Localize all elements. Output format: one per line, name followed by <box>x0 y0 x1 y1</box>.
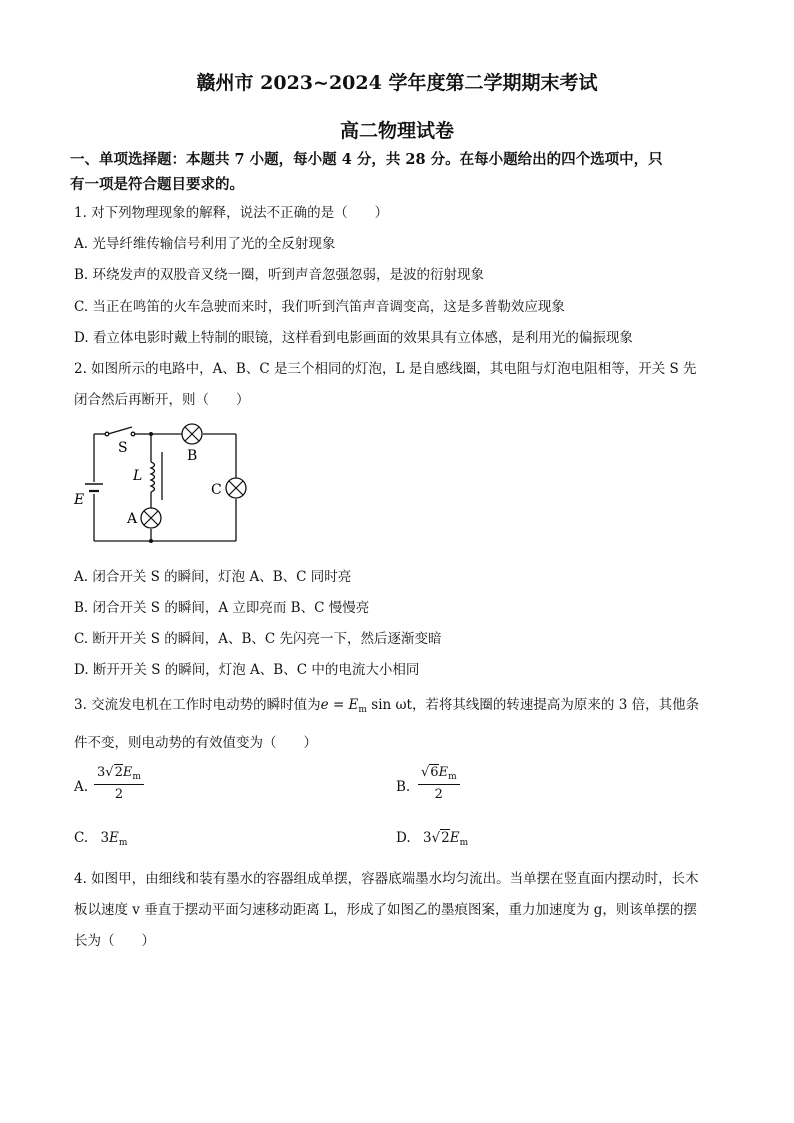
q2-stem-line1: 2. 如图所示的电路中，A、B、C 是三个相同的灯泡，L 是自感线圈，其电阻与灯泡电阻相等，开关 S 先 <box>74 361 697 377</box>
q3-option-b-fraction <box>418 765 460 802</box>
q2-option-b: B. 闭合开关 S 的瞬间，A 立即亮而 B、C 慢慢亮 <box>74 600 370 616</box>
q3-stem-pre: 3. 交流发电机在工作时电动势的瞬时值为 <box>74 697 321 713</box>
q3-formula-sub: m <box>358 705 367 715</box>
q2-option-a: A. 闭合开关 S 的瞬间，灯泡 A、B、C 同时亮 <box>74 569 352 585</box>
q2-stem-line2: 闭合然后再断开，则（ ） <box>74 392 250 408</box>
section-heading-line1: 一、单项选择题：本题共 7 小题，每小题 4 分，共 28 分。在每小题给出的四个选项中，只 <box>70 151 663 168</box>
q3-stem-post: ，若将其线圈的转速提高为原来的 3 倍，其他条 <box>411 697 700 713</box>
sqrt-icon: √ <box>431 830 441 846</box>
q2-option-c: C. 断开开关 S 的瞬间，A、B、C 先闪亮一下，然后逐渐变暗 <box>74 631 442 647</box>
q3-d-coef: 3 <box>422 830 432 846</box>
q3-b-e: E <box>438 765 449 780</box>
q1-option-b: B. 环绕发声的双股音叉绕一圈，听到声音忽强忽弱，是波的衍射现象 <box>74 267 485 283</box>
q3-c-e: E <box>109 830 119 846</box>
label-e: E <box>74 492 85 508</box>
q1-option-c: C. 当正在鸣笛的火车急驶而来时，我们听到汽笛声音调变高，这是多普勒效应现象 <box>74 299 565 315</box>
q3-b-root: 6 <box>430 765 439 780</box>
q4-stem-line3: 长为（ ） <box>74 933 155 949</box>
label-b: B <box>187 448 198 464</box>
circuit-diagram <box>70 420 260 550</box>
q1-option-a: A. 光导纤维传输信号利用了光的全反射现象 <box>74 236 336 252</box>
q3-c-sub: m <box>118 838 128 848</box>
q4-stem-line2: 板以速度 v 垂直于摆动平面匀速移动距离 L，形成了如图乙的墨痕图案，重力加速度为 g，则该单摆的摆 <box>74 902 697 918</box>
label-a: A <box>127 511 138 527</box>
exam-title: 赣州市 2023~2024 学年度第二学期期末考试 <box>196 72 598 94</box>
q3-stem-line2: 件不变，则电动势的有效值变为（ ） <box>74 735 317 751</box>
q3-a-root: 2 <box>114 765 123 780</box>
exam-subtitle: 高二物理试卷 <box>339 120 454 142</box>
lamp-a-icon <box>141 508 161 528</box>
q3-formula-tail: sin ωt <box>366 697 412 713</box>
q3-d-e: E <box>449 830 460 846</box>
section-heading-line2: 有一项是符合题目要求的。 <box>70 176 244 193</box>
sqrt-icon: √ <box>105 765 114 780</box>
q3-b-den: 2 <box>434 787 443 802</box>
q1-stem: 1. 对下列物理现象的解释，说法不正确的是（ ） <box>74 205 389 221</box>
q2-option-d: D. 断开开关 S 的瞬间，灯泡 A、B、C 中的电流大小相同 <box>74 662 420 678</box>
q3-d-label: D. <box>396 830 411 846</box>
q3-a-e: E <box>122 765 133 780</box>
q3-option-c <box>74 830 127 848</box>
label-l: L <box>133 468 143 484</box>
q3-a-coef: 3 <box>97 765 106 780</box>
q3-a-sub: m <box>132 772 141 782</box>
q3-c-coef: 3 <box>100 830 110 846</box>
q3-c-label: C. <box>74 830 89 846</box>
q4-stem-line1: 4. 如图甲，由细线和装有墨水的容器组成单摆，容器底端墨水均匀流出。当单摆在竖直面内摆动时，长木 <box>74 871 699 887</box>
q3-stem-line1 <box>74 693 699 715</box>
q3-option-b-label: B. <box>396 779 411 795</box>
q3-d-sub: m <box>459 838 469 848</box>
label-s: S <box>118 440 128 456</box>
q3-b-sub: m <box>448 772 457 782</box>
q3-option-d <box>396 830 468 848</box>
q3-formula <box>321 697 412 713</box>
q3-option-a-fraction <box>94 765 144 802</box>
q3-a-den: 2 <box>114 787 124 802</box>
label-c: C <box>211 482 222 498</box>
lamp-b-icon <box>182 424 202 444</box>
q3-option-a-label: A. <box>74 779 89 795</box>
q1-option-d: D. 看立体电影时戴上特制的眼镜，这样看到电影画面的效果具有立体感，是利用光的偏振现象 <box>74 330 633 346</box>
lamp-c-icon <box>226 478 246 498</box>
q3-d-root: 2 <box>441 830 450 846</box>
sqrt-icon: √ <box>421 765 430 780</box>
q3-formula-main: e = E <box>320 697 359 713</box>
